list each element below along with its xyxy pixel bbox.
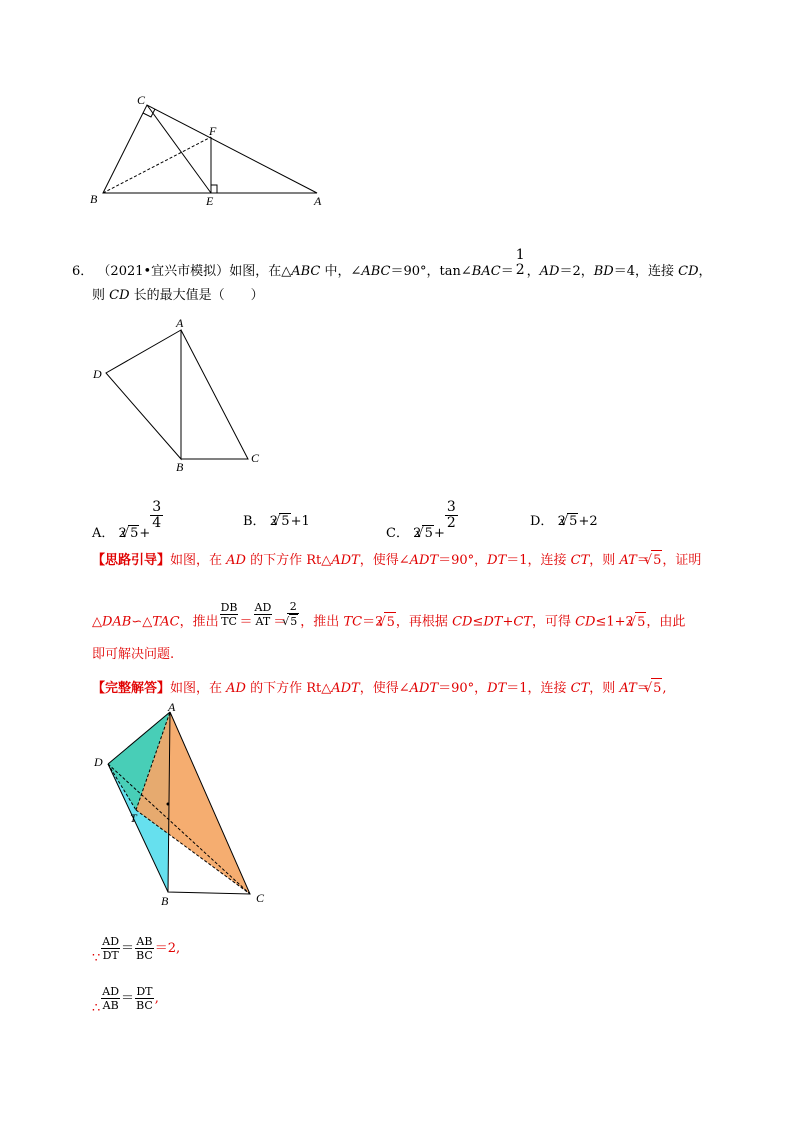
solution-tag: 【完整解答】: [92, 681, 171, 696]
label-b: B: [161, 894, 169, 908]
option-c[interactable]: C． 2√ 5+ $\frac{3}{2}$: [386, 510, 458, 541]
tan-fraction: 1 2: [515, 247, 525, 278]
label-a: A: [314, 194, 322, 208]
solution-line-1: 【完整解答】如图，在 AD 的下方作 Rt△ADT，使得∠ADT＝90°，DT＝1，连接 CT，则 AT＝√ 5,: [92, 678, 667, 699]
solution-step-2: ∴ $\frac{AD}{AB}$ ＝ $\frac{DT}{BC}$ ,: [92, 985, 159, 1016]
question-line-1: 6． （2021•宜兴市模拟）如图，在△ABC 中，∠ABC＝90°，tan∠BAC＝ 1 2 ，AD＝2，BD＝4，连接 CD，: [72, 247, 712, 279]
label-t: T: [130, 811, 137, 825]
label-f: F: [209, 124, 217, 138]
option-a[interactable]: A． 2√ 5+ $\frac{3}{4}$: [92, 510, 163, 541]
question-number: 6．: [72, 264, 94, 279]
hint-line-1: 【思路引导】如图，在 AD 的下方作 Rt△ADT，使得∠ADT＝90°，DT＝1，连接 CT，则 AT＝√ 5，证明: [92, 550, 701, 571]
figure-2: [88, 315, 278, 475]
label-b: B: [176, 460, 184, 474]
label-a: A: [168, 702, 176, 714]
label-c: C: [137, 95, 146, 107]
question-line-2: 则 CD 长的最大值是（ ）: [92, 288, 264, 303]
label-a: A: [176, 316, 184, 330]
hint-line-3: 即可解决问题.: [92, 647, 175, 662]
hint-tag: 【思路引导】: [92, 553, 171, 568]
option-d[interactable]: D． 2√ 5+2: [530, 510, 598, 529]
label-e: E: [206, 194, 214, 208]
label-c: C: [256, 891, 265, 905]
label-c: C: [251, 451, 260, 465]
option-b[interactable]: B． 2√ 5+1: [243, 510, 310, 529]
hint-line-2: △DAB∽△TAC，推出 $\frac{DB}{TC}$ ＝ $\frac{AD}{AT}$ ＝ 2 √ 5 ，推出 TC＝2√ 5，再根据 CD≤DT+CT，可得 CD≤1+2√ 5，由此: [92, 608, 685, 636]
label-d: D: [93, 367, 102, 381]
figure-3: [88, 702, 278, 912]
label-d: D: [94, 755, 103, 769]
solution-step-1: ∵ $\frac{AD}{DT}$ ＝ $\frac{AB}{BC}$ ＝2,: [92, 935, 181, 966]
figure-1: [85, 95, 335, 210]
label-b: B: [90, 192, 98, 206]
